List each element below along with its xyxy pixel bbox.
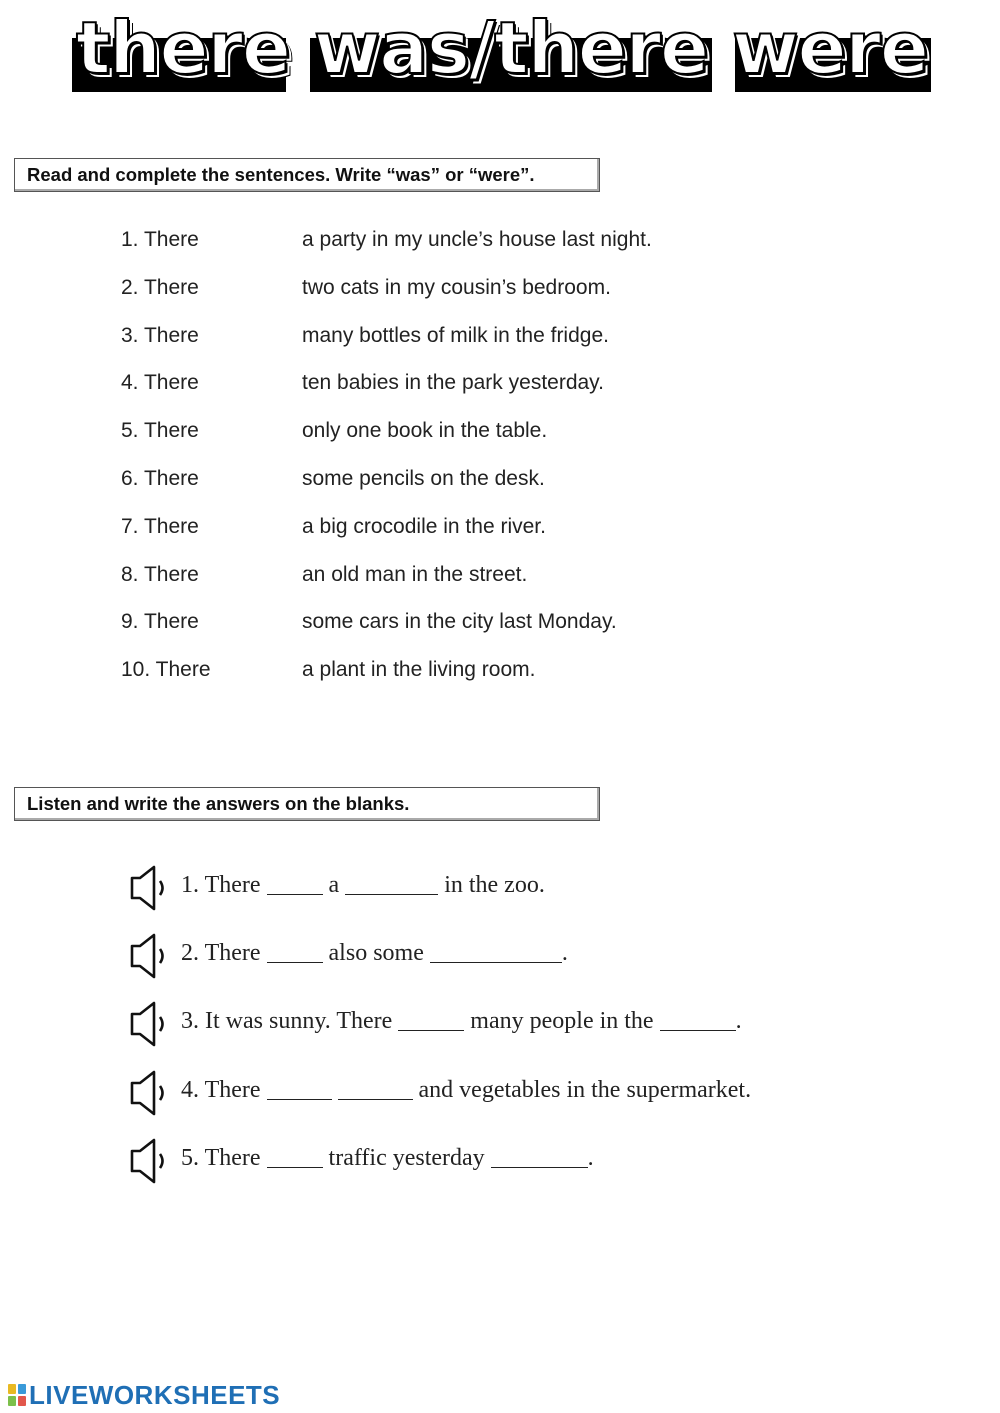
exercise2-item xyxy=(128,1135,948,1203)
item-prefix: 6. There xyxy=(121,466,199,490)
speaker-icon[interactable] xyxy=(128,932,168,980)
answer-gap[interactable] xyxy=(213,318,293,358)
answer-blank[interactable] xyxy=(338,1079,413,1100)
speaker-icon[interactable] xyxy=(128,1000,168,1048)
exercise2-item xyxy=(128,1067,948,1135)
item-prefix: 7. There xyxy=(121,514,199,538)
exercise2-sentence xyxy=(181,1145,594,1172)
answer-blank[interactable] xyxy=(267,1147,323,1168)
section1-instruction: Read and complete the sentences. Write “was” or “were”. xyxy=(14,158,600,192)
item-text: an old man in the street. xyxy=(302,562,528,586)
item-text: some cars in the city last Monday. xyxy=(302,610,617,634)
speaker-icon[interactable] xyxy=(128,1069,168,1117)
answer-blank[interactable] xyxy=(267,874,323,895)
section2-instruction: Listen and write the answers on the blanks. xyxy=(14,787,600,821)
sentence-part: 5. There xyxy=(181,1144,267,1171)
answer-blank[interactable] xyxy=(267,1079,332,1100)
exercise1-item xyxy=(121,222,921,270)
speaker-icon[interactable] xyxy=(128,864,168,912)
exercise2-item xyxy=(128,998,948,1066)
liveworksheets-logo[interactable] xyxy=(8,1380,280,1410)
sentence-part: . xyxy=(587,1144,594,1171)
exercise1-item xyxy=(121,509,921,557)
sentence-part: and vegetables in the supermarket. xyxy=(412,1076,752,1103)
answer-gap[interactable] xyxy=(213,461,293,501)
sentence-part: also some xyxy=(322,940,430,967)
exercise2-item xyxy=(128,862,948,930)
exercise1-item xyxy=(121,652,921,700)
sentence-part: . xyxy=(561,940,568,967)
answer-gap[interactable] xyxy=(213,413,293,453)
answer-gap[interactable] xyxy=(213,604,293,644)
worksheet-title xyxy=(72,6,932,94)
logo-square xyxy=(18,1396,26,1406)
exercise2-sentence xyxy=(181,872,545,899)
item-text: some pencils on the desk. xyxy=(302,466,545,490)
exercise2-sentence xyxy=(181,1077,751,1104)
item-prefix: 1. There xyxy=(121,228,199,251)
sentence-part: . xyxy=(735,1008,742,1035)
item-prefix: 8. There xyxy=(121,562,199,586)
item-text: two cats in my cousin’s bedroom. xyxy=(302,275,611,299)
exercise1-item xyxy=(121,270,921,318)
item-text: a plant in the living room. xyxy=(302,658,536,682)
logo-square xyxy=(8,1384,16,1394)
sentence-part: 3. It was sunny. There xyxy=(181,1008,399,1035)
item-prefix: 9. There xyxy=(121,610,199,634)
item-text: ten babies in the park yesterday. xyxy=(302,371,604,395)
item-prefix: 4. There xyxy=(121,371,199,395)
answer-blank[interactable] xyxy=(491,1147,588,1168)
item-prefix: 3. There xyxy=(121,323,199,347)
sentence-part: traffic yesterday xyxy=(322,1144,491,1171)
title-text: there was/there were xyxy=(76,6,928,90)
answer-gap[interactable] xyxy=(213,365,293,405)
sentence-part: 4. There xyxy=(181,1076,267,1103)
answer-gap[interactable] xyxy=(213,270,293,310)
exercise2-sentence xyxy=(181,1008,742,1035)
exercise1-item xyxy=(121,365,921,413)
item-text: only one book in the table. xyxy=(302,419,548,443)
item-text: many bottles of milk in the fridge. xyxy=(302,323,609,347)
answer-gap[interactable] xyxy=(213,557,293,597)
answer-blank[interactable] xyxy=(345,874,438,895)
sentence-part: in the zoo. xyxy=(438,872,545,898)
item-text: a party in my uncle’s house last night. xyxy=(302,228,652,251)
item-prefix: 2. There xyxy=(121,275,199,299)
exercise1-item xyxy=(121,318,921,366)
answer-gap[interactable] xyxy=(213,222,293,262)
sentence-part: a xyxy=(322,872,346,898)
logo-mark-icon xyxy=(8,1384,26,1406)
exercise1-list xyxy=(121,222,921,700)
answer-gap[interactable] xyxy=(213,509,293,549)
sentence-part: 1. There xyxy=(181,872,267,898)
item-prefix: 10. There xyxy=(121,658,211,682)
exercise1-item xyxy=(121,557,921,605)
exercise2-list xyxy=(128,862,948,1203)
exercise1-item xyxy=(121,461,921,509)
answer-blank[interactable] xyxy=(267,942,323,963)
exercise2-sentence xyxy=(181,940,568,967)
logo-square xyxy=(8,1396,16,1406)
answer-blank[interactable] xyxy=(660,1010,736,1031)
item-prefix: 5. There xyxy=(121,419,199,443)
logo-square xyxy=(18,1384,26,1394)
exercise1-item xyxy=(121,413,921,461)
item-text: a big crocodile in the river. xyxy=(302,514,546,538)
answer-blank[interactable] xyxy=(430,942,562,963)
exercise1-item xyxy=(121,604,921,652)
sentence-part: 2. There xyxy=(181,940,267,967)
exercise2-item xyxy=(128,930,948,998)
answer-gap[interactable] xyxy=(213,652,293,692)
sentence-part: many people in the xyxy=(464,1008,660,1035)
speaker-icon[interactable] xyxy=(128,1137,168,1185)
logo-text: LIVEWORKSHEETS xyxy=(29,1379,281,1410)
answer-blank[interactable] xyxy=(398,1010,464,1031)
